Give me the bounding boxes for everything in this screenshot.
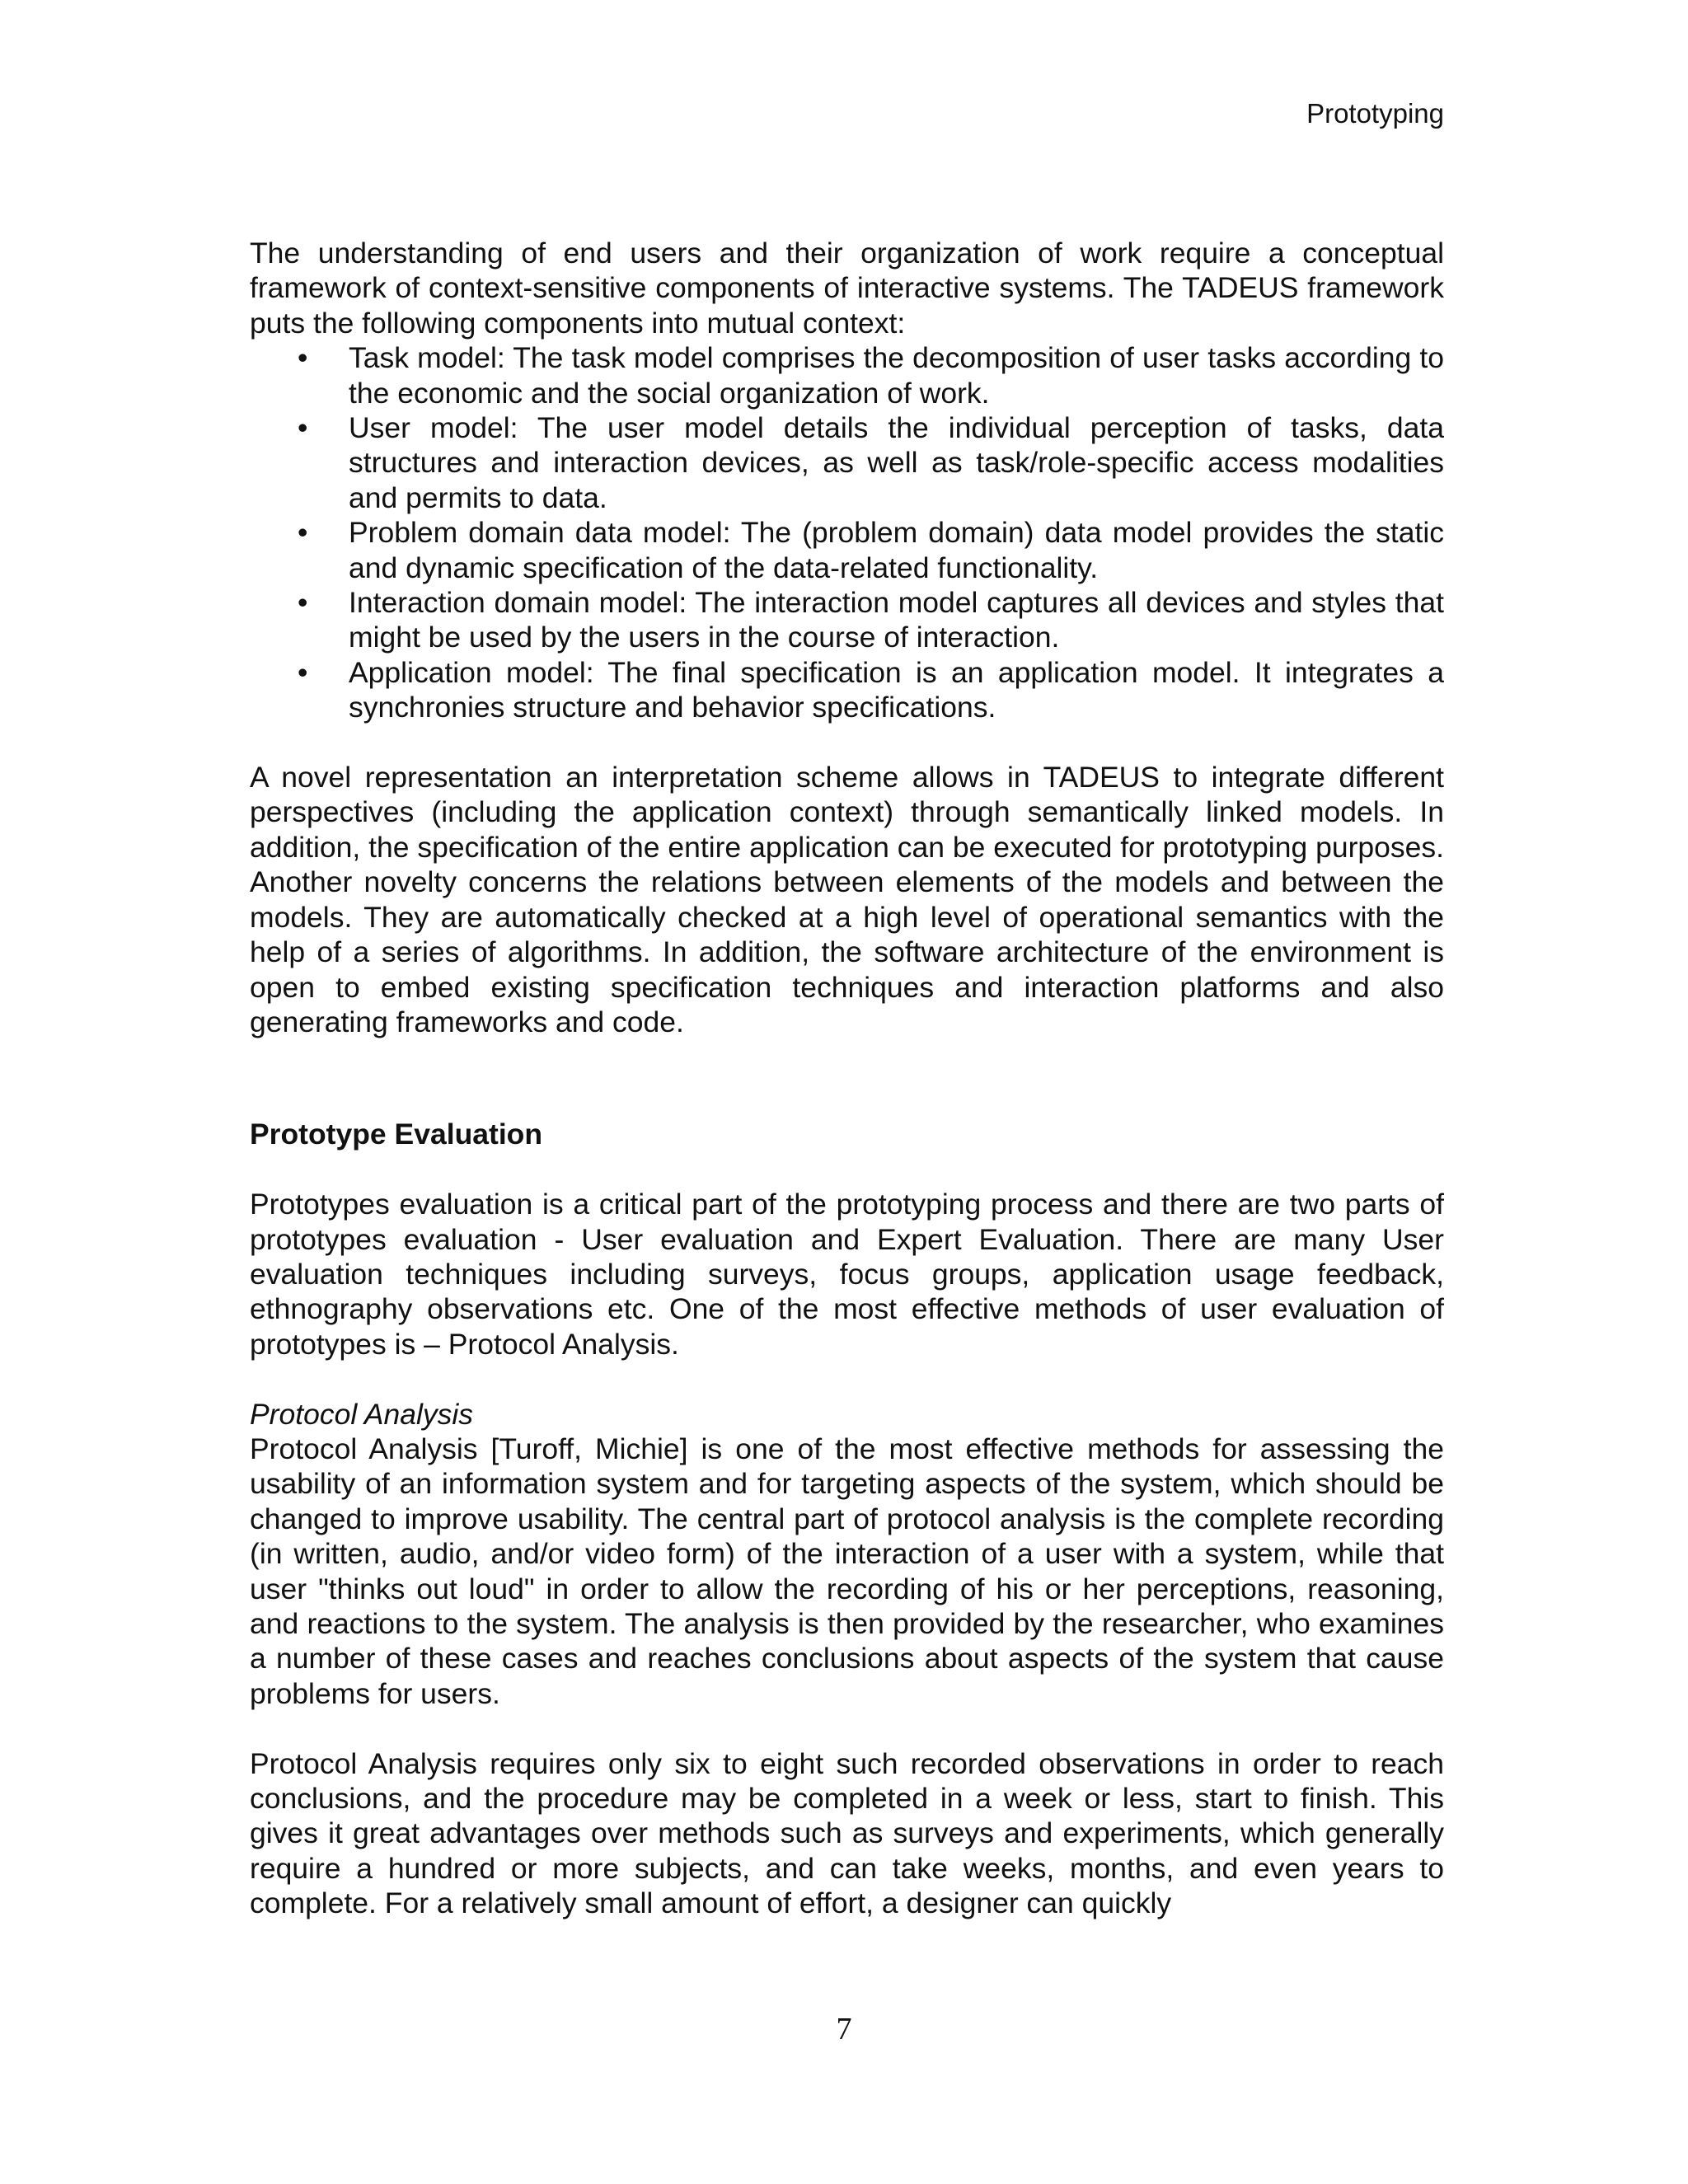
bullet-icon: • [298,516,308,550]
page-body [250,236,1444,1921]
intro-paragraph: The understanding of end users and their organization of work require a conceptual framework of context-sensitive components of interactive systems. The TADEUS framework puts the following components into mutual context: [250,237,1444,340]
list-item-text: Task model: The task model comprises the decomposition of user tasks according to the economic and the social organization of work. [349,341,1444,410]
bullet-icon: • [298,411,308,445]
subsection-heading: Protocol Analysis [250,1397,473,1431]
protocol-paragraph-2: Protocol Analysis requires only six to eight such recorded observations in order to reach conclusions, and the procedure may be completed in a week or less, start to finish. This gives it great advantages over methods such as surveys and experiments, which generally require a hundred or more subjects, and can take weeks, months, and even years to complete. For a relatively small amount of effort, a designer can quickly [250,1746,1444,1920]
list-item [250,585,1444,655]
list-item-text: User model: The user model details the individual perception of tasks, data structures and interaction devices, as well as task/role-specific access modalities and permits to data. [349,411,1444,514]
list-item-text: Problem domain data model: The (problem domain) data model provides the static and dynamic specification of the data-related functionality. [349,516,1444,584]
protocol-paragraph-1: Protocol Analysis [Turoff, Michie] is one of the most effective methods for assessing the usability of an information system and for targeting aspects of the system, which should be changed to improve usability. The central part of protocol analysis is the complete recording (in written, audio, and/or video form) of the interaction of a user with a system, while that user "thinks out loud" in order to allow the recording of his or her perceptions, reasoning, and reactions to the system. The analysis is then provided by the researcher, who examines a number of these cases and reaches conclusions about aspects of the system that cause problems for users. [250,1432,1444,1710]
running-header: Prototyping [1306,98,1444,129]
list-item [250,515,1444,585]
bullet-icon: • [298,341,308,375]
components-list [250,340,1444,724]
tadeus-paragraph: A novel representation an interpretation scheme allows in TADEUS to integrate different perspectives (including the application context) through semantically linked models. In addition, the specification of the entire application can be executed for prototyping purposes. Another novelty concerns the relations between elements of the models and between the models. They are automatically checked at a high level of operational semantics with the help of a series of algorithms. In addition, the software architecture of the environment is open to embed existing specification techniques and interaction platforms and also generating frameworks and code. [250,761,1444,1038]
bullet-icon: • [298,586,308,620]
evaluation-paragraph: Prototypes evaluation is a critical part of the prototyping process and there are two parts of prototypes evaluation - User evaluation and Expert Evaluation. There are many User evaluation techniques including surveys, focus groups, application usage feedback, ethnography observations etc. One of the most effective methods of user evaluation of prototypes is – Protocol Analysis. [250,1188,1444,1361]
list-item [250,340,1444,410]
list-item-text: Interaction domain model: The interaction model captures all devices and styles that might be used by the users in the course of interaction. [349,586,1444,654]
list-item [250,410,1444,515]
bullet-icon: • [298,655,308,689]
section-heading: Prototype Evaluation [250,1118,543,1151]
page-number: 7 [836,2012,852,2046]
list-item-text: Application model: The final specification is an application model. It integrates a synchronies structure and behavior specifications. [349,655,1444,724]
list-item [250,655,1444,725]
